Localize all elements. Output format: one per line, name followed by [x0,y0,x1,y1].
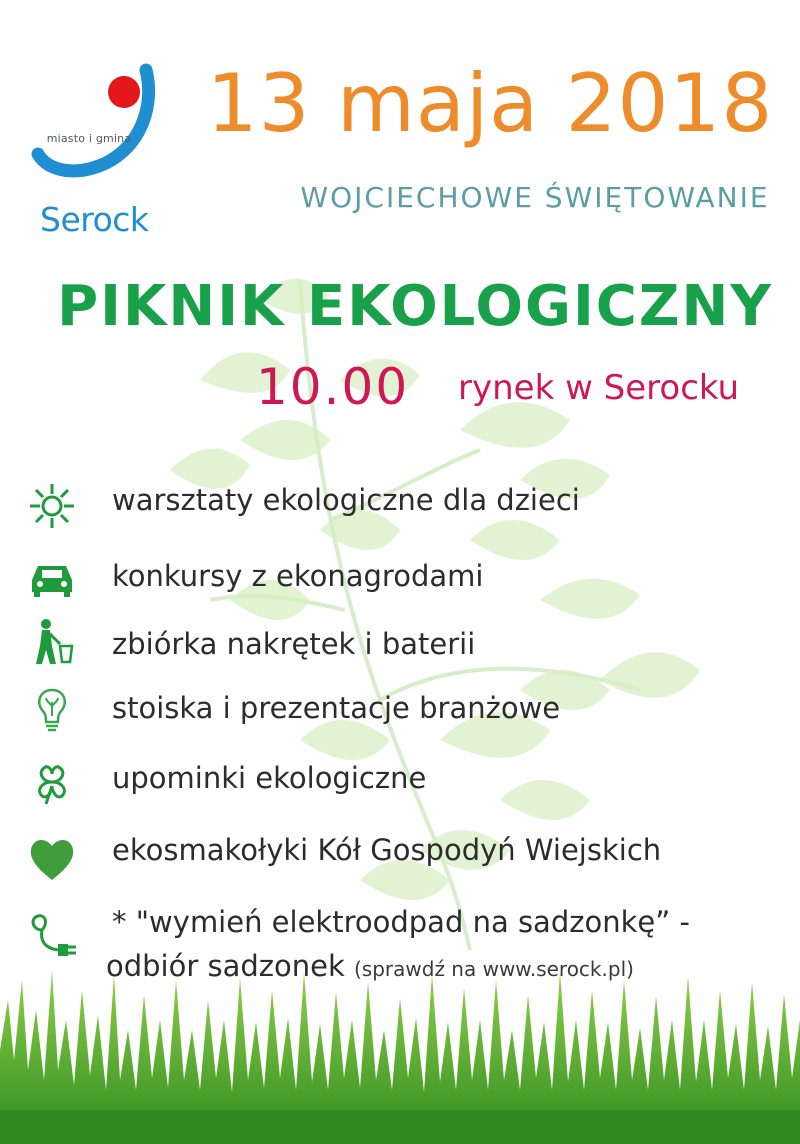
list-item-text-continued: odbiór sadzonek [106,949,345,983]
lightbulb-leaf-icon [24,686,80,734]
plug-sprout-icon [24,910,80,958]
car-icon [24,554,80,602]
event-title: PIKNIK EKOLOGICZNY [57,274,773,339]
clover-icon [24,758,80,806]
logo-name: Serock [40,200,149,239]
recycling-person-icon [24,618,80,666]
website-note: (sprawdź na www.serock.pl) [354,957,634,981]
list-item-text: warsztaty ekologiczne dla dzieci [112,483,580,517]
sun-gear-icon [24,482,80,530]
logo-subtext: miasto i gmina [46,132,132,145]
event-date: 13 maja 2018 [206,57,774,150]
event-time: 10.00 [256,358,410,416]
list-item-text: upominki ekologiczne [112,761,427,795]
heart-icon [24,834,80,882]
grass-illustration [0,960,800,1144]
list-item-text-line2 [106,948,634,984]
list-item-text: ekosmakołyki Kół Gospodyń Wiejskich [112,833,662,867]
list-item-text: * "wymień elektroodpad na sadzonkę” - [112,905,690,939]
event-place: rynek w Serocku [458,368,740,408]
list-item-text: stoiska i prezentacje branżowe [112,691,561,725]
list-item-text: konkursy z ekonagrodami [112,559,484,593]
event-subtitle: WOJCIECHOWE ŚWIĘTOWANIE [300,181,770,214]
list-item-text: zbiórka nakrętek i baterii [112,627,476,661]
